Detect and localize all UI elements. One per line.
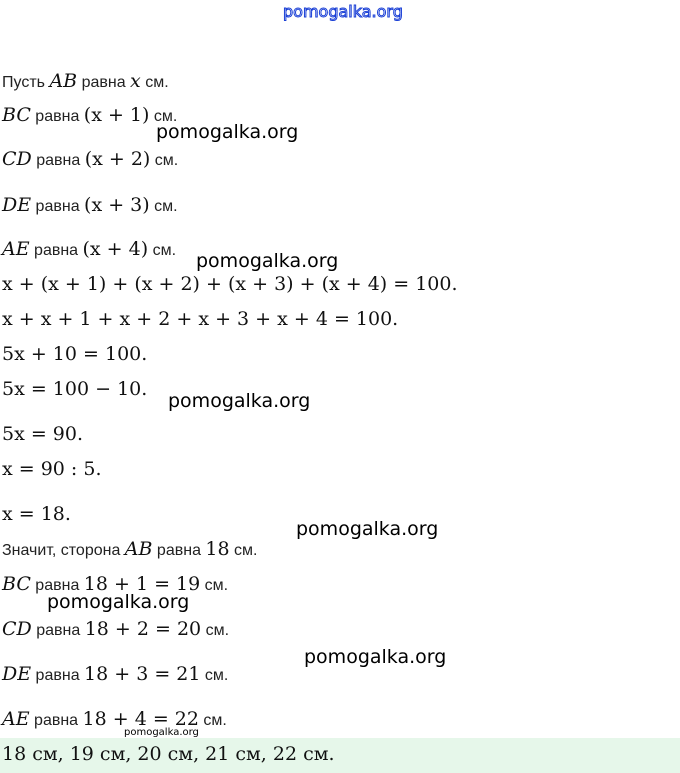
line-de xyxy=(2,194,178,216)
line-bc xyxy=(2,104,177,126)
equation-3: 5x + 10 = 100. xyxy=(2,343,148,365)
math-ae: AE xyxy=(2,708,30,730)
math-expr: 18 + 3 = 21 xyxy=(84,663,201,685)
text: см. xyxy=(140,74,169,91)
equation-6: x = 90 : 5. xyxy=(2,458,102,480)
text: см. xyxy=(149,198,178,215)
watermark: pomogalka.org xyxy=(196,250,339,272)
watermark: pomogalka.org xyxy=(304,646,447,668)
text: Значит, сторона xyxy=(2,542,125,559)
text: см. xyxy=(198,712,227,729)
math-expr: 18 + 4 = 22 xyxy=(82,708,199,730)
math-expr: (x + 1) xyxy=(83,104,150,126)
watermark: pomogalka.org xyxy=(296,518,439,540)
math-x: x xyxy=(130,70,141,92)
text: равна xyxy=(31,152,85,169)
math-expr: 18 + 1 = 19 xyxy=(83,573,201,595)
answer-text: 18 см, 19 см, 20 см, 21 см, 22 см. xyxy=(2,743,335,765)
text: см. xyxy=(150,152,179,169)
math-cd: CD xyxy=(2,148,32,170)
text: равна xyxy=(30,577,84,594)
text: см. xyxy=(200,667,229,684)
line-ab xyxy=(2,70,169,92)
math-expr: (x + 3) xyxy=(84,194,150,216)
math-cd: CD xyxy=(2,618,32,640)
math-bc: BC xyxy=(2,104,31,126)
text: равна xyxy=(30,108,84,125)
watermark-small: pomogalka.org xyxy=(124,727,199,738)
math-expr: (x + 4) xyxy=(82,238,149,260)
watermark: pomogalka.org xyxy=(168,390,311,412)
equation-5: 5x = 90. xyxy=(2,423,84,445)
equation-1: x + (x + 1) + (x + 2) + (x + 3) + (x + 4) = 100. xyxy=(2,273,458,295)
text: Пусть xyxy=(2,74,50,91)
math-expr: (x + 2) xyxy=(84,148,151,170)
equation-7: x = 18. xyxy=(2,503,71,525)
text: см. xyxy=(229,542,258,559)
text: см. xyxy=(148,242,177,259)
math-value: 18 xyxy=(205,538,230,560)
watermark: pomogalka.org xyxy=(156,121,299,143)
text: равна xyxy=(29,712,83,729)
text: см. xyxy=(201,622,230,639)
conclusion-cd xyxy=(2,618,229,640)
math-de: DE xyxy=(2,194,32,216)
conclusion-ab xyxy=(2,538,257,560)
equation-4: 5x = 100 − 10. xyxy=(2,378,148,400)
line-cd xyxy=(2,148,178,170)
text: равна xyxy=(31,622,85,639)
math-ab: AB xyxy=(124,538,153,560)
math-de: DE xyxy=(2,663,32,685)
math-ab: AB xyxy=(49,70,78,92)
conclusion-de xyxy=(2,663,228,685)
watermark: pomogalka.org xyxy=(47,591,190,613)
answer-box xyxy=(0,738,680,773)
text: равна xyxy=(29,242,83,259)
text: равна xyxy=(31,667,85,684)
line-ae xyxy=(2,238,176,260)
math-ae: AE xyxy=(2,238,30,260)
text: равна xyxy=(152,542,206,559)
math-bc: BC xyxy=(2,573,31,595)
text: равна xyxy=(31,198,85,215)
text: равна xyxy=(77,74,131,91)
equation-2: x + x + 1 + x + 2 + x + 3 + x + 4 = 100. xyxy=(2,308,399,330)
watermark-top: pomogalka.org xyxy=(283,2,403,21)
text: см. xyxy=(200,577,229,594)
math-expr: 18 + 2 = 20 xyxy=(84,618,202,640)
text: см. xyxy=(149,108,178,125)
